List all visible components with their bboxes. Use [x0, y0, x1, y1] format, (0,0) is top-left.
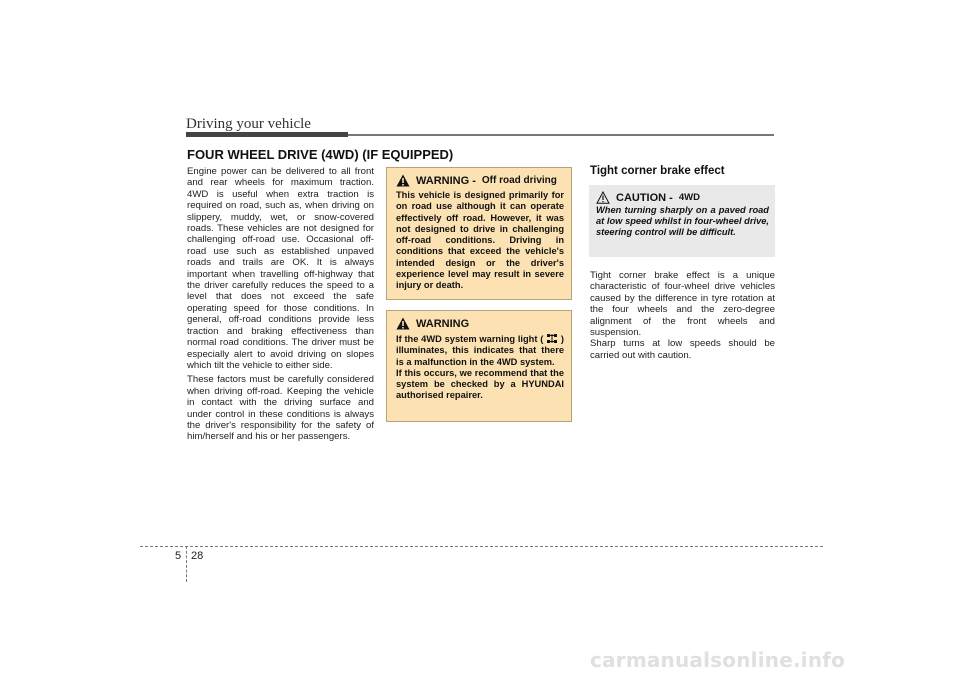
- header-bar: [186, 132, 348, 137]
- header-rule: [348, 134, 774, 136]
- section-number: 5: [175, 550, 182, 562]
- body-paragraph: Tight corner brake effect is a unique characteristic of four-wheel drive vehicles caused by the difference in tyre rotation at the four wheels and the zero-degree alignment of the front wheels and suspension.: [590, 270, 775, 339]
- warning-box-title: [396, 174, 564, 187]
- warning-box-title: [396, 317, 564, 330]
- warning-triangle-icon: [396, 317, 410, 330]
- section-heading: FOUR WHEEL DRIVE (4WD) (IF EQUIPPED): [187, 147, 454, 162]
- footer-divider-vertical: [186, 546, 187, 582]
- body-paragraph: Engine power can be delivered to all front and rear wheels for maximum traction. 4WD is useful when extra traction is required on road, such as, when driving on slippery, muddy, wet, or snow-covered roads. These vehicles are not designed for challenging off-road use. Occasional off-road use such as established unpaved roads and trails are OK. It is always important when travelling off-highway that the driver carefully reduces the speed to a level that does not exceed the safe operating speed for those conditions. In general, off-road conditions provide less traction and braking effectiveness than normal road conditions. The driver must be especially alert to avoid driving on slopes which tilt the vehicle to either side.: [187, 166, 374, 371]
- warning-text: This vehicle is designed primarily for on road use although it can operate effectively off road. However, it was not designed to drive in challenging off-road conditions. Driving in conditions that exceed the vehicle's intended design or the driver's experience level may result in severe injury or death.: [396, 190, 564, 291]
- body-paragraph: Sharp turns at low speeds should be carried out with caution.: [590, 338, 775, 361]
- warning-text-part: If this occurs, we recommend that the system be checked by a HYUNDAI authorised repairer.: [396, 367, 564, 401]
- warning-triangle-icon: [396, 174, 410, 187]
- warning-label: WARNING -: [416, 174, 476, 187]
- watermark: carmanualsonline.info: [590, 648, 846, 672]
- caution-box-4wd: [589, 185, 775, 257]
- warning-label: WARNING: [416, 317, 470, 330]
- 4wd-indicator-icon: [546, 333, 558, 344]
- caution-subtitle: 4WD: [678, 192, 700, 203]
- header-title: Driving your vehicle: [186, 116, 311, 132]
- caution-box-title: [596, 191, 769, 204]
- warning-box-4wd: [386, 310, 572, 422]
- caution-text: When turning sharply on a paved road at low speed whilst in four-wheel drive, steering control will be difficult.: [596, 205, 769, 238]
- right-column-text: [590, 270, 775, 361]
- body-paragraph: These factors must be carefully considered when driving off-road. Keeping the vehicle in contact with the driving surface and under control in these conditions is always the driver's responsibility for the safety of him/herself and his or her passengers.: [187, 374, 374, 443]
- warning-subtitle: Off road driving: [481, 175, 557, 186]
- footer-divider: [140, 546, 823, 547]
- caution-triangle-icon: [596, 191, 610, 204]
- warning-text-part: If the 4WD system warning light (: [396, 334, 544, 344]
- warning-text: [396, 333, 564, 402]
- warning-text-part: ) illuminates, this indicates that there is a malfunction in the 4WD system.: [396, 334, 564, 367]
- body-column: [187, 166, 374, 446]
- page-number: 28: [191, 550, 204, 562]
- caution-label: CAUTION -: [616, 191, 673, 204]
- warning-box-offroad: [386, 167, 572, 300]
- subheading-tight-corner: Tight corner brake effect: [590, 165, 725, 177]
